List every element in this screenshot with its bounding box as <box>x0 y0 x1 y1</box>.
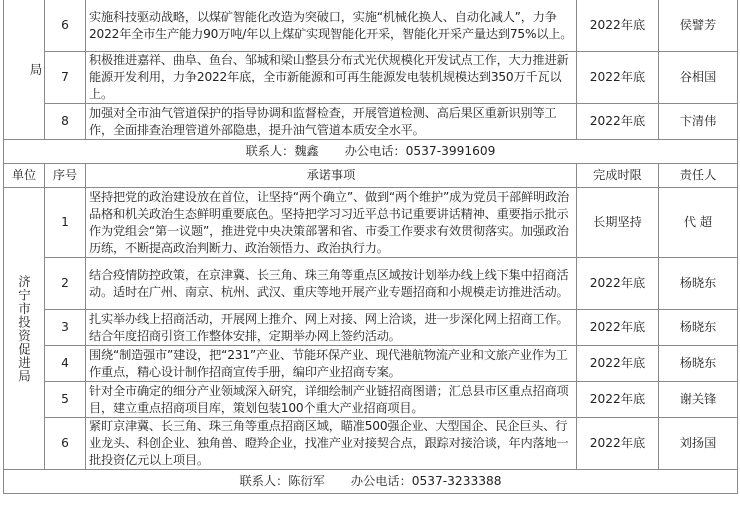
row-number: 6 <box>45 418 86 470</box>
deadline-cell: 2022年底 <box>577 52 659 104</box>
row-number: 5 <box>45 382 86 418</box>
commitment-table <box>3 0 738 494</box>
responsible-person: 杨晓东 <box>659 258 738 310</box>
contact-info <box>4 470 738 494</box>
deadline-cell: 2022年底 <box>577 382 659 418</box>
header-deadline: 完成时限 <box>577 164 659 188</box>
contact-person: 联系人：魏鑫 <box>245 144 319 158</box>
commitment-text: 围绕“制造强市”建设，把“231”产业、节能环保产业、现代港航物流产业和文旅产业作为工作重点，精心设计制作招商宣传手册，编印产业招商专案。 <box>86 346 577 382</box>
commitment-text: 加强对全市油气管道保护的指导协调和监督检查，开展管道检测、高后果区重新识别等工作，全面排查治理管道外部隐患，提升油气管道本质安全水平。 <box>86 104 577 140</box>
responsible-person: 杨晓东 <box>659 346 738 382</box>
header-unit: 单位 <box>4 164 45 188</box>
contact-phone: 办公电话：0537-3233388 <box>350 474 502 488</box>
contact-phone: 办公电话：0537-3991609 <box>344 144 496 158</box>
deadline-cell: 2022年底 <box>577 418 659 470</box>
row-number: 6 <box>45 0 86 52</box>
responsible-person: 侯譬芳 <box>659 0 738 52</box>
table-row <box>4 0 738 52</box>
deadline-cell: 2022年底 <box>577 0 659 52</box>
deadline-cell: 2022年底 <box>577 310 659 346</box>
table-row <box>4 310 738 346</box>
header-number: 序号 <box>45 164 86 188</box>
table-row <box>4 346 738 382</box>
table-row <box>4 188 738 258</box>
header-commitment: 承诺事项 <box>86 164 577 188</box>
row-number: 1 <box>45 188 86 258</box>
commitment-text: 积极推进嘉祥、曲阜、鱼台、邹城和梁山整县分布式光伏规模化开发试点工作，大力推进新能源开发利用，力争2022年底，全市新能源和可再生能源发电装机规模达到350万千瓦以上。 <box>86 52 577 104</box>
commitment-text: 针对全市确定的细分产业领域深入研究，详细绘制产业链招商图谱；汇总县市区重点招商项目，建立重点招商项目库，策划包装100个重大产业招商项目。 <box>86 382 577 418</box>
table-row <box>4 52 738 104</box>
responsible-person: 谷相国 <box>659 52 738 104</box>
row-number: 2 <box>45 258 86 310</box>
contact-info <box>4 140 738 164</box>
header-responsible: 责任人 <box>659 164 738 188</box>
deadline-cell: 2022年底 <box>577 258 659 310</box>
commitment-text: 扎实举办线上招商活动，开展网上推介、网上对接、网上洽谈，进一步深化网上招商工作。结合年度招商引资工作整体安排，定期举办网上签约活动。 <box>86 310 577 346</box>
responsible-person: 谢关锋 <box>659 382 738 418</box>
row-number: 4 <box>45 346 86 382</box>
table-row <box>4 258 738 310</box>
deadline-cell: 2022年底 <box>577 346 659 382</box>
deadline-cell: 2022年底 <box>577 104 659 140</box>
commitment-text: 结合疫情防控政策，在京津冀、长三角、珠三角等重点区域按计划举办线上线下集中招商活动。适时在广州、南京、杭州、武汉、重庆等地开展产业专题招商和小规模走访推进活动。 <box>86 258 577 310</box>
contact-row <box>4 470 738 494</box>
row-number: 3 <box>45 310 86 346</box>
header-row <box>4 164 738 188</box>
row-number: 8 <box>45 104 86 140</box>
row-number: 7 <box>45 52 86 104</box>
responsible-person: 刘扬国 <box>659 418 738 470</box>
unit-cell-energy-bureau-tail: 局 <box>4 0 45 140</box>
contact-row <box>4 140 738 164</box>
table-row <box>4 418 738 470</box>
responsible-person: 杨晓东 <box>659 310 738 346</box>
commitment-text: 坚持把党的政治建设放在首位，让坚持“两个确立”、做到“两个维护”成为党员干部鲜明政治品格和机关政治生态鲜明重要底色。坚持把学习习近平总书记重要讲话精神、重要指示批示作为党组会“第一议题”，推进党中央决策部署和省、市委工作要求有效贯彻落实。加强政治历练，不断提高政治判断力、政治领悟力、政治执行力。 <box>86 188 577 258</box>
responsible-person: 卞清伟 <box>659 104 738 140</box>
table-row <box>4 382 738 418</box>
commitment-text: 实施科技驱动战略，以煤矿智能化改造为突破口，实施“机械化换人、自动化减人”，力争2022年全市生产能力90万吨/年以上煤矿实现智能化开采，智能化开采产量达到75%以上。 <box>86 0 577 52</box>
deadline-cell: 长期坚持 <box>577 188 659 258</box>
unit-cell-investment-promotion-bureau: 济宁市投资促进局 <box>4 188 45 470</box>
responsible-person: 代 超 <box>659 188 738 258</box>
table-row <box>4 104 738 140</box>
contact-person: 联系人：陈衍军 <box>239 474 325 488</box>
commitment-text: 紧盯京津冀、长三角、珠三角等重点招商区域，瞄准500强企业、大型国企、民企巨头、行业龙头、科创企业、独角兽、瞪羚企业，找准产业对接契合点，跟踪对接洽谈，年内落地一批投资亿元以上项目。 <box>86 418 577 470</box>
